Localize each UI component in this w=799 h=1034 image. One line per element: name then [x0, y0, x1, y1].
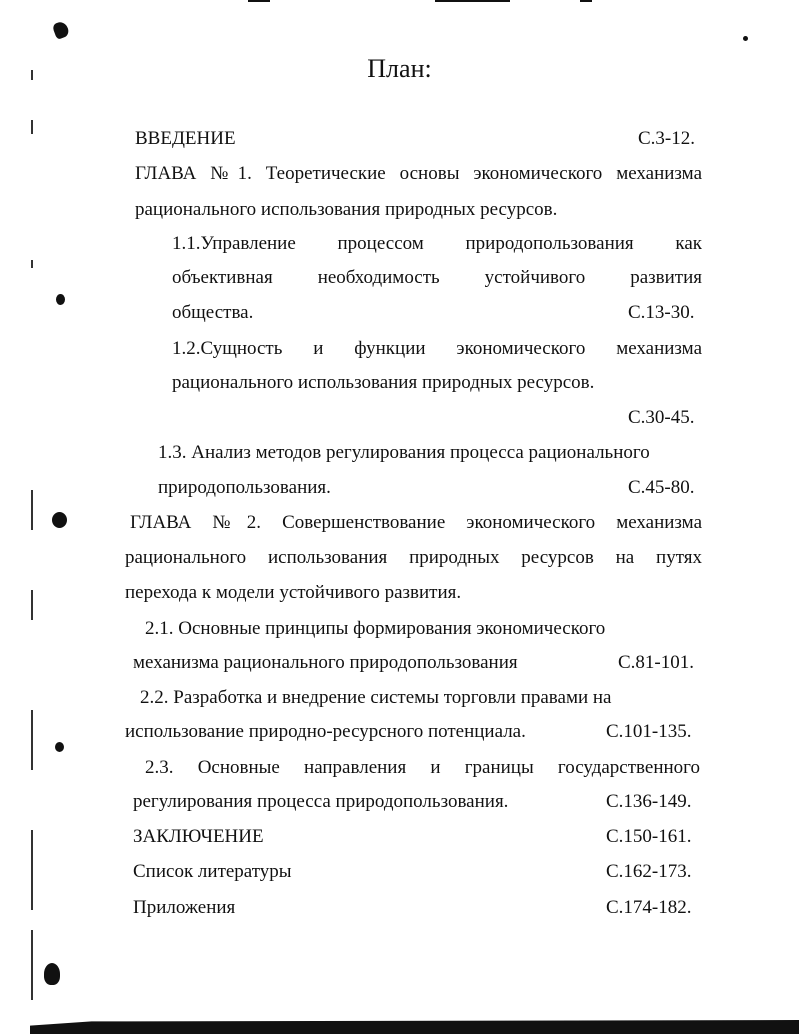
toc-appendix-pages: С.174-182. — [606, 897, 692, 918]
toc-intro-label: ВВЕДЕНИЕ — [135, 128, 236, 149]
toc-intro-pages: С.3-12. — [638, 128, 695, 149]
toc-section-2-2-pages: С.101-135. — [606, 721, 692, 742]
scan-top-mark-3 — [580, 0, 592, 2]
toc-section-2-2-line1: 2.2. Разработка и внедрение системы торговли правами на — [140, 687, 612, 708]
toc-conclusion-label: ЗАКЛЮЧЕНИЕ — [133, 826, 264, 847]
toc-section-1-2-line2: рационального использования природных ресурсов. — [172, 372, 595, 393]
toc-section-1-1-pages: С.13-30. — [628, 302, 695, 323]
toc-chapter2-line1: ГЛАВА №2. Совершенствование экономического механизма — [130, 512, 702, 533]
toc-section-1-1-line3: общества. — [172, 302, 254, 323]
toc-section-2-1-line2: механизма рационального природопользования — [133, 652, 518, 673]
toc-chapter2-line3: перехода к модели устойчивого развития. — [125, 582, 462, 603]
scan-bottom-edge — [30, 1020, 799, 1034]
punch-mark-1 — [56, 294, 65, 305]
toc-section-1-3-line1: 1.3. Анализ методов регулирования процесса рационального — [158, 442, 650, 463]
toc-section-2-1-pages: С.81-101. — [618, 652, 694, 673]
scan-blot-top-left — [52, 20, 71, 40]
toc-appendix-label: Приложения — [133, 897, 236, 918]
toc-section-2-3-line1: 2.3. Основные направления и границы государственного — [145, 757, 700, 778]
toc-section-1-2-pages: С.30-45. — [628, 407, 695, 428]
punch-mark-4 — [44, 963, 60, 985]
toc-references-label: Список литературы — [133, 861, 292, 882]
toc-conclusion-pages: С.150-161. — [606, 826, 692, 847]
toc-chapter2-line2: рационального использования природных ресурсов на путях — [125, 547, 702, 568]
toc-section-1-1-line1: 1.1.Управление процессом природопользования как — [172, 233, 702, 254]
toc-section-2-1-line1: 2.1. Основные принципы формирования экономического — [145, 618, 606, 639]
toc-chapter1-line1: ГЛАВА №1. Теоретические основы экономического механизма — [135, 163, 702, 184]
toc-section-1-3-pages: С.45-80. — [628, 477, 695, 498]
scan-top-mark-1 — [248, 0, 270, 2]
page-title: План: — [367, 54, 432, 83]
toc-references-pages: С.162-173. — [606, 861, 692, 882]
toc-section-1-2-line1: 1.2.Сущность и функции экономического механизма — [172, 338, 702, 359]
toc-section-2-2-line2: использование природно-ресурсного потенциала. — [125, 721, 526, 742]
toc-chapter1-line2: рационального использования природных ресурсов. — [135, 199, 558, 220]
toc-section-2-3-pages: С.136-149. — [606, 791, 692, 812]
toc-section-1-1-line2: объективная необходимость устойчивого развития — [172, 267, 702, 288]
scan-left-edge — [31, 70, 34, 1010]
scan-top-mark-2 — [435, 0, 510, 2]
toc-section-1-3-line2: природопользования. — [158, 477, 331, 498]
scan-dot-top-right — [743, 36, 748, 41]
toc-section-2-3-line2: регулирования процесса природопользования. — [133, 791, 509, 812]
punch-mark-2 — [52, 512, 67, 528]
punch-mark-3 — [55, 742, 64, 752]
